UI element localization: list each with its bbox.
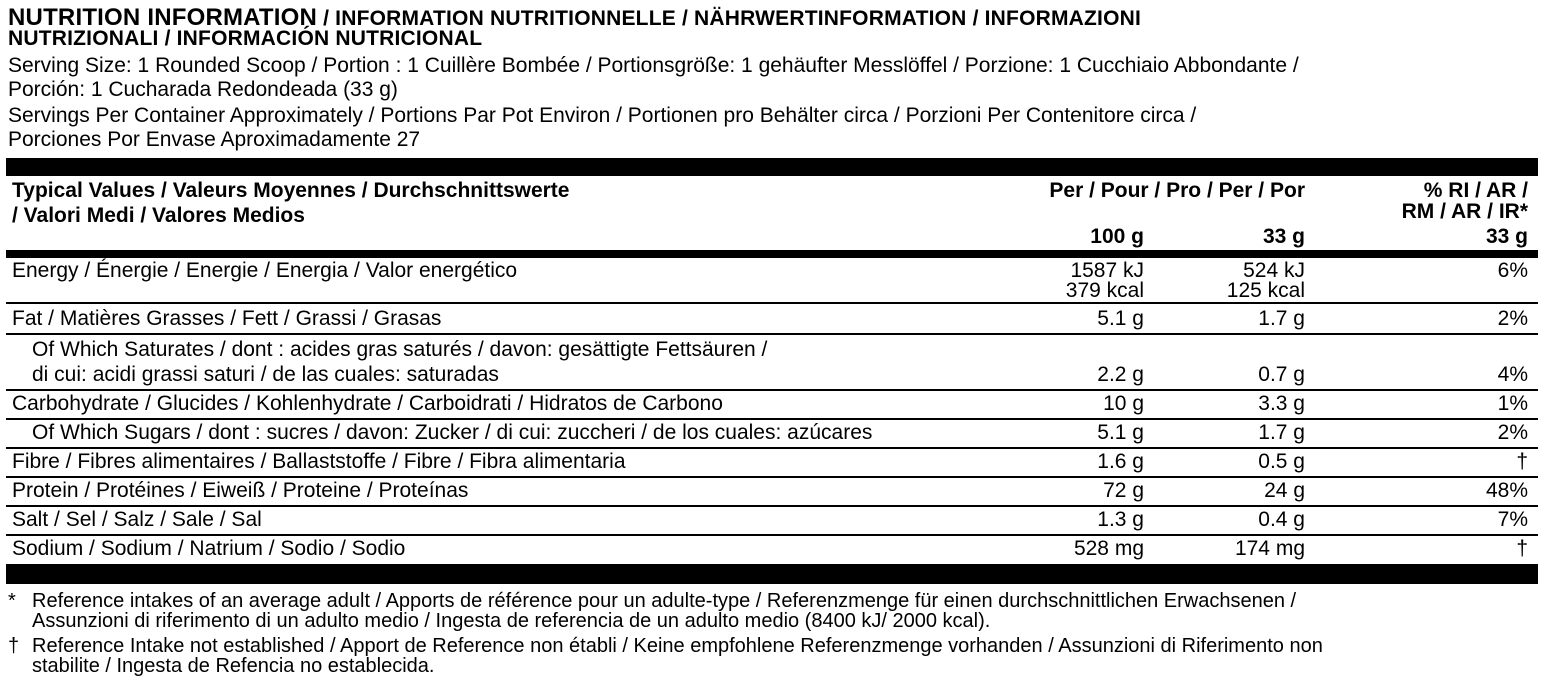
row-carbohydrate-100: 10 g xyxy=(1103,392,1144,415)
row-protein-label: Protein / Protéines / Eiweiß / Proteine / Proteínas xyxy=(12,479,469,502)
row-sugars-label: Of Which Sugars / dont : sucres / davon: Zucker / di cui: zuccheri / de los cuales: azúcares xyxy=(32,421,873,444)
row-saturates-ri: 4% xyxy=(1497,363,1528,386)
row-energy-ri: 6% xyxy=(1497,259,1528,282)
header-col3-unit: 33 g xyxy=(1485,225,1528,248)
row-protein-ri: 48% xyxy=(1485,479,1528,502)
rule-after-protein xyxy=(6,505,1538,507)
servings-per-container-line1: Servings Per Container Approximately / Portions Par Pot Environ / Portionen pro Behälter circa / Porzioni Per Contenitore circa / xyxy=(8,104,1197,127)
row-fibre-33: 0.5 g xyxy=(1258,450,1305,473)
header-col2-unit: 33 g xyxy=(1262,225,1305,248)
footnote-star-text1: Reference intakes of an average adult / Apports de référence pour un adulte-type / Referenzmenge für einen durchschnittlichen Erwachsenen / xyxy=(32,590,1297,612)
title-lead: NUTRITION INFORMATION xyxy=(8,4,318,31)
row-sodium-100: 528 mg xyxy=(1073,537,1144,560)
row-salt-33: 0.4 g xyxy=(1258,508,1305,531)
top-thick-bar xyxy=(6,158,1538,176)
label-title xyxy=(8,4,1142,50)
header-per: Per / Pour / Pro / Per / Por xyxy=(1049,179,1305,202)
title-rest: / INFORMATION NUTRITIONNELLE / NÄHRWERTINFORMATION / INFORMAZIONI xyxy=(317,7,1142,30)
footnote-dagger-line1 xyxy=(8,636,1323,656)
header-ri-line1: % RI / AR / xyxy=(1423,179,1528,202)
row-fat-ri: 2% xyxy=(1497,307,1528,330)
header-col1-unit: 100 g xyxy=(1090,225,1144,248)
row-carbohydrate-33: 3.3 g xyxy=(1258,392,1305,415)
row-saturates-100: 2.2 g xyxy=(1097,363,1144,386)
serving-size-line1: Serving Size: 1 Rounded Scoop / Portion : 1 Cuillère Bombée / Portionsgröße: 1 gehäufter Messlöffel / Porzione: 1 Cucchiaio Abbondante / xyxy=(8,54,1299,77)
rule-after-carbohydrate xyxy=(6,418,1538,420)
row-energy-label: Energy / Énergie / Energie / Energia / Valor energético xyxy=(12,259,518,282)
rule-after-sugars xyxy=(6,447,1538,449)
row-protein-33: 24 g xyxy=(1264,479,1305,502)
footnote-star-mark: * xyxy=(8,590,16,612)
footnote-star-text2: Assunzioni di riferimento di un adulto medio / Ingesta de referencia de un adulto medio (8400 kJ/ 2000 kcal). xyxy=(32,610,991,632)
footnote-star-line2 xyxy=(8,611,990,631)
footnote-star-line1 xyxy=(8,591,1296,611)
bottom-thick-bar xyxy=(6,564,1538,584)
rule-after-energy xyxy=(6,302,1538,304)
row-sodium-label: Sodium / Sodium / Natrium / Sodio / Sodio xyxy=(12,537,406,560)
row-saturates-label-line1: Of Which Saturates / dont : acides gras saturés / davon: gesättigte Fettsäuren / xyxy=(32,338,768,361)
row-energy-100-kcal: 379 kcal xyxy=(1065,279,1144,302)
row-salt-label: Salt / Sel / Salz / Sale / Sal xyxy=(12,508,262,531)
rule-after-salt xyxy=(6,534,1538,536)
row-saturates-33: 0.7 g xyxy=(1258,363,1305,386)
row-sodium-33: 174 mg xyxy=(1234,537,1305,560)
header-typical-line1: Typical Values / Valeurs Moyennes / Durchschnittswerte xyxy=(12,179,570,202)
row-carbohydrate-label: Carbohydrate / Glucides / Kohlenhydrate / Carboidrati / Hidratos de Carbono xyxy=(12,392,723,415)
row-fat-label: Fat / Matières Grasses / Fett / Grassi / Grasas xyxy=(12,307,442,330)
footnote-dagger-text1: Reference Intake not established / Apport de Reference non établi / Keine empfohlene Referenzmenge vorhanden / Assunzioni di Riferimento non xyxy=(32,635,1323,657)
row-sugars-33: 1.7 g xyxy=(1258,421,1305,444)
header-thick-rule xyxy=(6,250,1538,258)
row-protein-100: 72 g xyxy=(1103,479,1144,502)
title-line2: NUTRIZIONALI / INFORMACIÓN NUTRICIONAL xyxy=(8,27,483,50)
row-fibre-100: 1.6 g xyxy=(1097,450,1144,473)
row-carbohydrate-ri: 1% xyxy=(1497,392,1528,415)
servings-per-container-line2: Porciones Por Envase Aproximadamente 27 xyxy=(8,128,421,151)
rule-after-fibre xyxy=(6,476,1538,478)
footnote-dagger-line2 xyxy=(8,656,434,676)
row-fibre-label: Fibre / Fibres alimentaires / Ballaststoffe / Fibre / Fibra alimentaria xyxy=(12,450,626,473)
footnote-dagger-mark: † xyxy=(8,635,20,657)
rule-after-fat xyxy=(6,333,1538,335)
row-salt-ri: 7% xyxy=(1497,508,1528,531)
row-sodium-ri: † xyxy=(1516,537,1528,560)
row-energy-33-kj: 524 kJ xyxy=(1243,259,1305,282)
header-typical-line2: / Valori Medi / Valores Medios xyxy=(12,204,305,227)
row-energy-100-kj: 1587 kJ xyxy=(1070,259,1144,282)
header-ri-line2: RM / AR / IR* xyxy=(1401,200,1528,223)
row-fibre-ri: † xyxy=(1516,450,1528,473)
row-sugars-ri: 2% xyxy=(1497,421,1528,444)
row-fat-100: 5.1 g xyxy=(1097,307,1144,330)
rule-after-saturates xyxy=(6,389,1538,391)
row-fat-33: 1.7 g xyxy=(1258,307,1305,330)
row-sugars-100: 5.1 g xyxy=(1097,421,1144,444)
footnote-dagger-text2: stabilite / Ingesta de Refencia no establecida. xyxy=(32,655,435,677)
row-salt-100: 1.3 g xyxy=(1097,508,1144,531)
row-saturates-label-line2: di cui: acidi grassi saturi / de las cuales: saturadas xyxy=(32,363,499,386)
row-energy-33-kcal: 125 kcal xyxy=(1226,279,1305,302)
serving-size-line2: Porción: 1 Cucharada Redondeada (33 g) xyxy=(8,78,398,101)
